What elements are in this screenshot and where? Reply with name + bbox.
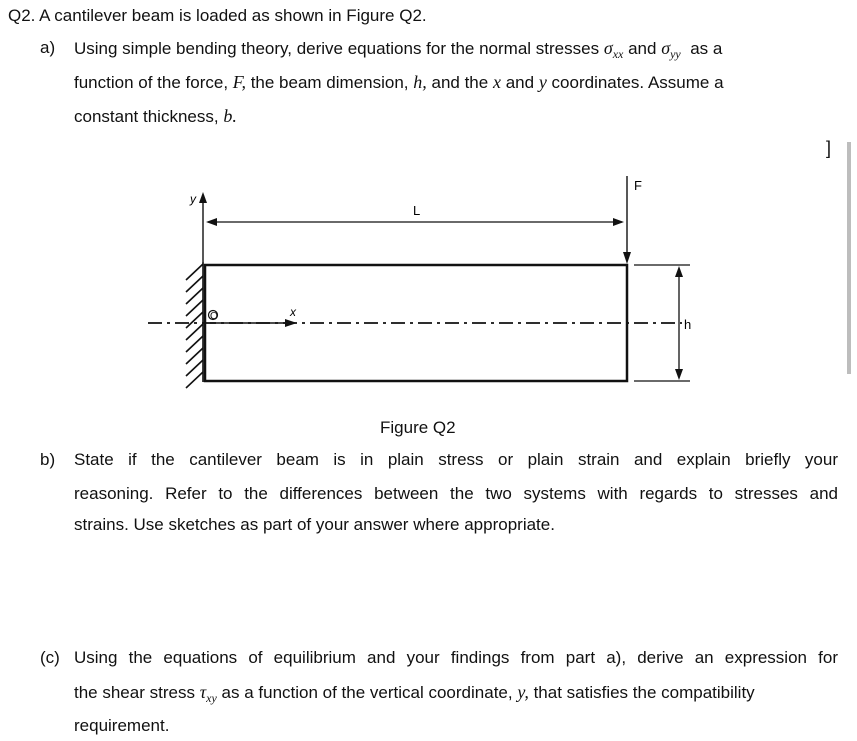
- height-arrow-bottom: [675, 369, 683, 380]
- question-heading: Q2. A cantilever beam is loaded as shown in Figure Q2.: [8, 6, 427, 25]
- force-label: F: [634, 178, 642, 193]
- part-c-line3: requirement.: [74, 716, 170, 735]
- height-arrow-top: [675, 266, 683, 277]
- part-c-line2: the shear stress $\tau_{xy}$ as a function of the vertical coordinate, y, that satisfies the compatibility: [74, 682, 755, 705]
- part-b-line1: State if the cantilever beam is in plain stress or plain strain and explain briefly your: [74, 450, 838, 469]
- fixed-support-hatch: [186, 262, 203, 388]
- height-label: h: [684, 317, 692, 332]
- x-axis-label: x: [290, 305, 296, 319]
- closing-bracket: ]: [826, 138, 832, 158]
- part-b-label: b): [40, 450, 56, 469]
- length-arrow-right: [613, 218, 624, 226]
- figure-caption: Figure Q2: [380, 418, 456, 437]
- part-b-line2: reasoning. Refer to the differences between the two systems with regards to stresses and: [74, 484, 838, 503]
- part-a-line1: Using simple bending theory, derive equations for the normal stresses $\sigma_{xx}$ and $\sigma_{yy}$ as a: [74, 38, 723, 61]
- part-c-line1: Using the equations of equilibrium and your findings from part a), derive an expression for: [74, 648, 838, 667]
- y-axis-label: y: [190, 192, 196, 206]
- part-c-label: (c): [40, 648, 60, 667]
- part-a-line2: function of the force, F, the beam dimension, h, and the x and y coordinates. Assume a: [74, 72, 724, 92]
- part-a-line3: constant thickness, b.: [74, 106, 237, 126]
- origin-label: O: [210, 311, 218, 322]
- force-arrowhead: [623, 252, 631, 264]
- part-b-line3: strains. Use sketches as part of your answer where appropriate.: [74, 515, 555, 534]
- length-arrow-left: [206, 218, 217, 226]
- x-axis-arrowhead: [285, 319, 297, 327]
- length-label: L: [413, 203, 421, 218]
- y-axis-arrowhead: [199, 192, 207, 203]
- part-a-label: a): [40, 38, 56, 57]
